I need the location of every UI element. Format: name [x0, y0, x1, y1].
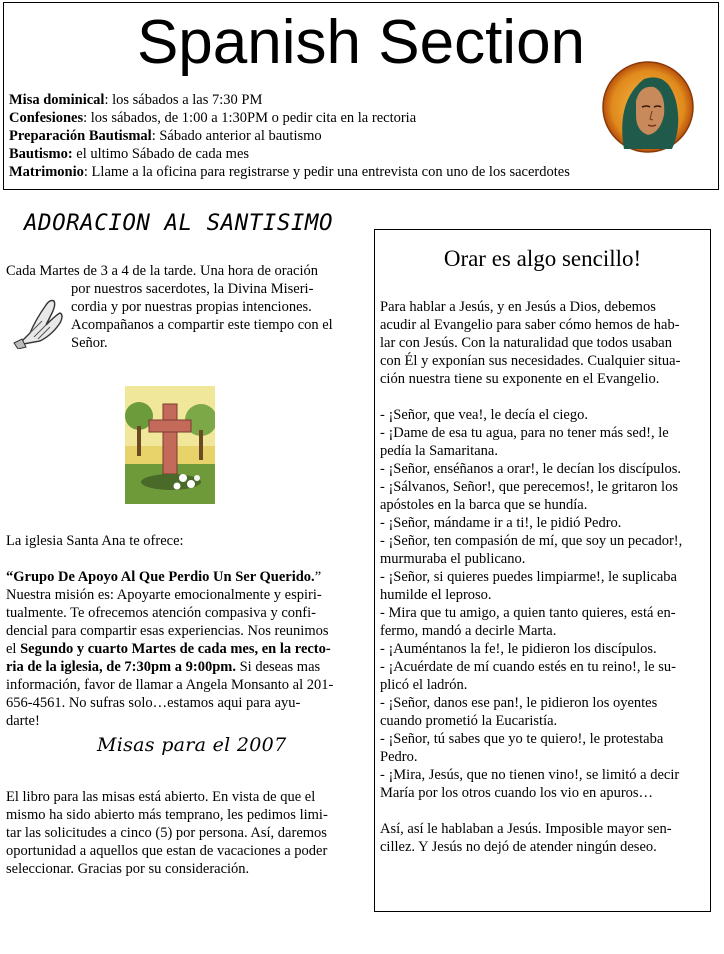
text-line: - ¡Señor, tú sabes que yo te quiero!, le protestaba	[380, 731, 664, 747]
text-line: plicó el ladrón.	[380, 677, 468, 693]
schedule-info	[9, 91, 570, 181]
info-line	[9, 127, 570, 145]
text-line: ción nuestra tiene su exponente en el Evangelio.	[380, 371, 660, 387]
text-line: dencial para compartir esas experiencias. Nos reunimos	[6, 623, 329, 639]
text-line: oportunidad a aquellos que estan de vacaciones a poder	[6, 843, 328, 859]
text-line: - ¡Dame de esa tu agua, para no tener más sed!, le	[380, 425, 669, 441]
header-box	[3, 2, 719, 190]
text-line: - ¡Señor, enséñanos a orar!, le decían los discípulos.	[380, 461, 682, 477]
text-line: - ¡Mira, Jesús, que no tienen vino!, se limitó a decir	[380, 767, 680, 783]
adoracion-text	[71, 280, 333, 352]
info-text: : Llame a la oficina para registrarse y pedir una entrevista con uno de los sacerdotes	[83, 164, 570, 180]
info-line	[9, 145, 570, 163]
text-line	[6, 640, 356, 658]
grupo-text	[6, 568, 356, 730]
text-line: Nuestra misión es: Apoyarte emocionalmente y espiri-	[6, 587, 322, 603]
text-line: - ¡Señor, ten compasión de mí, que soy un pecador!,	[380, 533, 683, 549]
text-line: Acompañanos a compartir este tiempo con el	[71, 317, 333, 333]
text-line: María por los otros cuando los vio en apuros…	[380, 785, 654, 801]
text-line: fermo, mandó a decirle Marta.	[380, 623, 557, 639]
text-line: - ¡Acuérdate de mí cuando estés en tu reino!, le su-	[380, 659, 676, 675]
text-line: 656-4561. No sufras solo…estamos aqui para ayu-	[6, 695, 301, 711]
text-span: el	[6, 641, 21, 657]
text-line: - ¡Señor, mándame ir a ti!, le pidió Pedro.	[380, 515, 622, 531]
text-line: Para hablar a Jesús, y en Jesús a Dios, debemos	[380, 299, 656, 315]
text-span: Si deseas mas	[235, 659, 321, 675]
info-line	[9, 91, 570, 109]
info-label: Matrimonio	[9, 164, 84, 180]
text-line: por nuestros sacerdotes, la Divina Miseri-	[71, 281, 314, 297]
adoracion-title: ADORACION AL SANTISIMO	[24, 210, 334, 236]
text-line: - ¡Señor, si quieres puedes limpiarme!, le suplicaba	[380, 569, 677, 585]
text-line: humilde el leproso.	[380, 587, 492, 603]
text-line: Así, así le hablaban a Jesús. Imposible mayor sen-	[380, 821, 672, 837]
orar-text	[380, 298, 706, 856]
text-line: seleccionar. Gracias por su consideración.	[6, 861, 250, 877]
praying-hands-icon	[12, 293, 68, 349]
text-line	[6, 568, 356, 586]
text-line: tualmente. Te ofrecemos atención compasiva y confi-	[6, 605, 316, 621]
misas-text	[6, 788, 366, 878]
text-line: Pedro.	[380, 749, 418, 765]
paragraph-gap	[380, 388, 706, 406]
text-line: El libro para las misas está abierto. En vista de que el	[6, 789, 316, 805]
grupo-name: “Grupo De Apoyo Al Que Perdio Un Ser Querido.	[6, 569, 315, 585]
text-line: - ¡Señor, que vea!, le decía el ciego.	[380, 407, 588, 423]
misas-title: Misas para el 2007	[97, 734, 287, 756]
info-label: Bautismo:	[9, 146, 73, 162]
text-line: mismo ha sido abierto más temprano, les pedimos limi-	[6, 807, 328, 823]
text-line: - ¡Auméntanos la fe!, le pidieron los discípulos.	[380, 641, 657, 657]
info-text: el ultimo Sábado de cada mes	[72, 146, 250, 162]
text-line: apóstoles en la barca que se hundía.	[380, 497, 588, 513]
text-line: cordia y por nuestras propias intenciones.	[71, 299, 312, 315]
quote-mark: ”	[314, 569, 322, 585]
text-line: - ¡Sálvanos, Señor!, que perecemos!, le gritaron los	[380, 479, 678, 495]
text-line: cuando prometió la Eucaristía.	[380, 713, 558, 729]
orar-title: Orar es algo sencillo!	[443, 246, 642, 271]
text-line	[6, 658, 356, 676]
text-line: darte!	[6, 713, 40, 729]
grupo-intro: La iglesia Santa Ana te ofrece:	[6, 533, 184, 549]
paragraph-gap	[380, 802, 706, 820]
text-line: pedía la Samaritana.	[380, 443, 498, 459]
text-line: lar con Jesús. Con la naturalidad que todos usaban	[380, 335, 672, 351]
text-line: cillez. Y Jesús no dejó de atender ningún deseo.	[380, 839, 657, 855]
text-line: - ¡Señor, danos ese pan!, le pidieron los oyentes	[380, 695, 658, 711]
text-line: tar las solicitudes a cinco (5) por persona. Así, daremos	[6, 825, 327, 841]
adoracion-line: Cada Martes de 3 a 4 de la tarde. Una hora de oración	[6, 263, 319, 279]
orar-box	[374, 229, 711, 912]
text-line: con Él y exponían sus necesidades. Cualquier situa-	[380, 353, 681, 369]
info-label: Misa dominical	[9, 92, 105, 108]
info-label: Preparación Bautismal	[9, 128, 152, 144]
text-line: información, favor de llamar a Angela Monsanto al 201-	[6, 677, 334, 693]
schedule-bold: Segundo y cuarto Martes de cada mes, en la recto-	[20, 641, 331, 657]
text-line: acudir al Evangelio para saber cómo hemos de hab-	[380, 317, 680, 333]
info-label: Confesiones	[9, 110, 84, 126]
virgin-medallion-image	[602, 61, 694, 153]
schedule-bold: ria de la iglesia, de 7:30pm a 9:00pm.	[6, 659, 236, 675]
info-line	[9, 163, 570, 181]
text-line: Señor.	[71, 335, 108, 351]
info-text: : los sábados, de 1:00 a 1:30PM o pedir cita en la rectoria	[83, 110, 417, 126]
info-line	[9, 109, 570, 127]
text-line: - Mira que tu amigo, a quien tanto quieres, está en-	[380, 605, 676, 621]
text-line: murmuraba el publicano.	[380, 551, 526, 567]
info-text: : Sábado anterior al bautismo	[151, 128, 322, 144]
page-title: Spanish Section	[136, 8, 586, 77]
cross-garden-image	[125, 386, 215, 504]
info-text: : los sábados a las 7:30 PM	[104, 92, 263, 108]
